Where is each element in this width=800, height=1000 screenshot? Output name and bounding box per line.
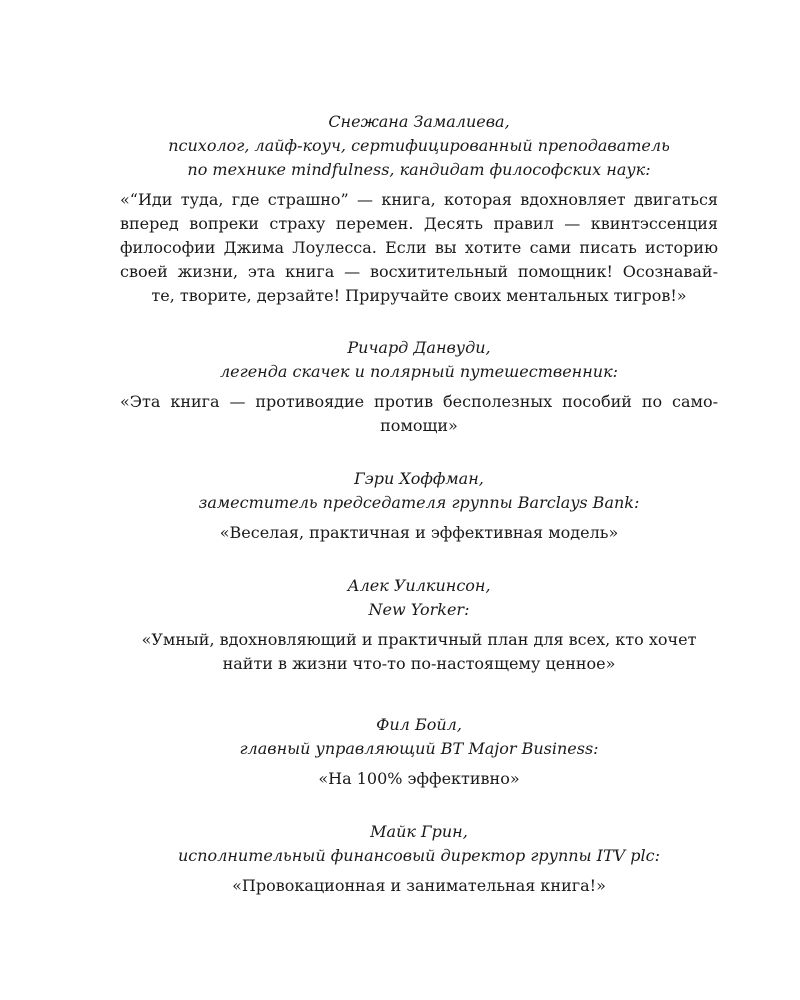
quote-line: те, творите, дерзайте! Приручайте своих ментальных тигров!» xyxy=(151,286,687,305)
testimonial-quote xyxy=(120,188,718,308)
author-name: Алек Уилкинсон, xyxy=(347,576,491,595)
author-role: по технике mindfulness, кандидат философских наук: xyxy=(187,160,651,179)
testimonial-quote xyxy=(120,767,718,791)
testimonial-author xyxy=(120,336,718,384)
quote-line: «Провокационная и занимательная книга!» xyxy=(232,876,606,895)
testimonial-quote xyxy=(120,521,718,545)
quote-line: «Эта книга — противоядие против бесполезных пособий по само- xyxy=(120,392,718,411)
quote-line: «“Иди туда, где страшно” — книга, которая вдохновляет двигаться xyxy=(120,190,718,209)
quote-line: своей жизни, эта книга — восхитительный помощник! Осознавай- xyxy=(120,262,718,281)
testimonial-quote xyxy=(120,628,718,676)
testimonial xyxy=(120,574,718,676)
testimonial xyxy=(120,713,718,791)
author-name: Гэри Хоффман, xyxy=(354,469,484,488)
author-role: исполнительный финансовый директор группы ITV plc: xyxy=(177,846,661,865)
quote-line: найти в жизни что-то по-настоящему ценное» xyxy=(222,654,616,673)
quote-line: философии Джима Лоулесса. Если вы хотите сами писать историю xyxy=(120,238,718,257)
testimonial-author xyxy=(120,110,718,182)
testimonial xyxy=(120,110,718,308)
testimonial-author xyxy=(120,574,718,622)
testimonial-author xyxy=(120,467,718,515)
quote-line: вперед вопреки страху перемен. Десять правил — квинтэссенция xyxy=(120,214,718,233)
testimonial-quote xyxy=(120,874,718,898)
quote-line: «Умный, вдохновляющий и практичный план для всех, кто хочет xyxy=(141,630,697,649)
testimonial-author xyxy=(120,820,718,868)
author-role: легенда скачек и полярный путешественник: xyxy=(219,362,619,381)
testimonial-author xyxy=(120,713,718,761)
author-name: Ричард Данвуди, xyxy=(347,338,491,357)
testimonial xyxy=(120,336,718,438)
author-name: Снежана Замалиева, xyxy=(328,112,510,131)
testimonial xyxy=(120,820,718,898)
author-role: заместитель председателя группы Barclays Bank: xyxy=(198,493,640,512)
testimonial-quote xyxy=(120,390,718,438)
author-name: Фил Бойл, xyxy=(376,715,462,734)
author-name: Майк Грин, xyxy=(370,822,468,841)
quote-line: «На 100% эффективно» xyxy=(318,769,520,788)
quote-line: «Веселая, практичная и эффективная модель» xyxy=(219,523,619,542)
testimonial xyxy=(120,467,718,545)
author-role: психолог, лайф-коуч, сертифицированный преподаватель xyxy=(168,136,670,155)
author-role: главный управляющий BT Major Business: xyxy=(239,739,599,758)
quote-line: помощи» xyxy=(380,416,458,435)
author-role: New Yorker: xyxy=(368,600,470,619)
